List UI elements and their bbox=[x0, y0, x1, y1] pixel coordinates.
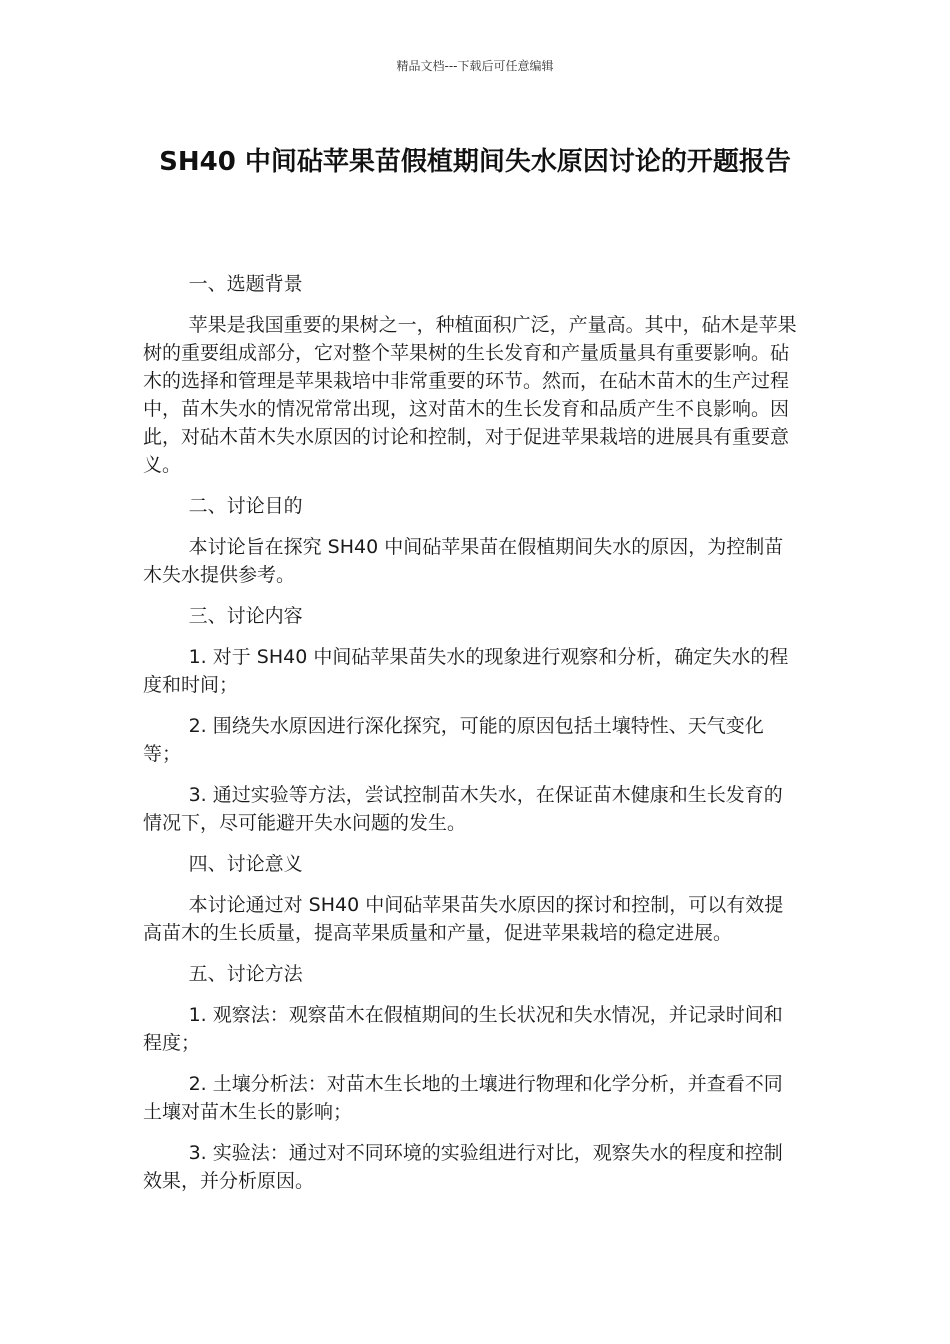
section-heading-methods: 五、讨论方法 bbox=[188, 963, 303, 985]
section-heading-purpose: 二、讨论目的 bbox=[188, 495, 303, 517]
section-heading-content: 三、讨论内容 bbox=[188, 605, 303, 627]
document-title: SH40 中间砧苹果苗假植期间失水原因讨论的开题报告 bbox=[159, 147, 791, 177]
section-heading-background: 一、选题背景 bbox=[188, 273, 303, 295]
paragraph: 苹果是我国重要的果树之一，种植面积广泛，产量高。其中，砧木是苹果树的重要组成部分，它对整个苹果树的生长发育和产量质量具有重要影响。砧木的选择和管理是苹果栽培中非常重要的环节。然而，在砧木苗木的生产过程中，苗木失水的情况常常出现，这对苗木的生长发育和品质产生不良影响。因此，对砧木苗木失水原因的讨论和控制，对于促进苹果栽培的进展具有重要意义。 bbox=[143, 314, 797, 476]
list-item: 3. 实验法：通过对不同环境的实验组进行对比，观察失水的程度和控制效果，并分析原因。 bbox=[143, 1142, 783, 1192]
list-item: 2. 围绕失水原因进行深化探究，可能的原因包括土壤特性、天气变化等； bbox=[143, 715, 764, 765]
page-header: 精品文档---下载后可任意编辑 bbox=[396, 59, 554, 73]
section-heading-significance: 四、讨论意义 bbox=[188, 853, 303, 875]
list-item: 1. 观察法：观察苗木在假植期间的生长状况和失水情况，并记录时间和程度； bbox=[143, 1004, 783, 1054]
list-item: 2. 土壤分析法：对苗木生长地的土壤进行物理和化学分析，并查看不同土壤对苗木生长的影响； bbox=[143, 1073, 783, 1123]
document-body bbox=[143, 270, 799, 1208]
paragraph: 本讨论旨在探究 SH40 中间砧苹果苗在假植期间失水的原因，为控制苗木失水提供参考。 bbox=[143, 536, 784, 586]
list-item: 1. 对于 SH40 中间砧苹果苗失水的现象进行观察和分析，确定失水的程度和时间； bbox=[143, 646, 789, 696]
list-item: 3. 通过实验等方法，尝试控制苗木失水，在保证苗木健康和生长发育的情况下，尽可能避开失水问题的发生。 bbox=[143, 784, 783, 834]
paragraph: 本讨论通过对 SH40 中间砧苹果苗失水原因的探讨和控制，可以有效提高苗木的生长质量，提高苹果质量和产量，促进苹果栽培的稳定进展。 bbox=[143, 894, 784, 944]
